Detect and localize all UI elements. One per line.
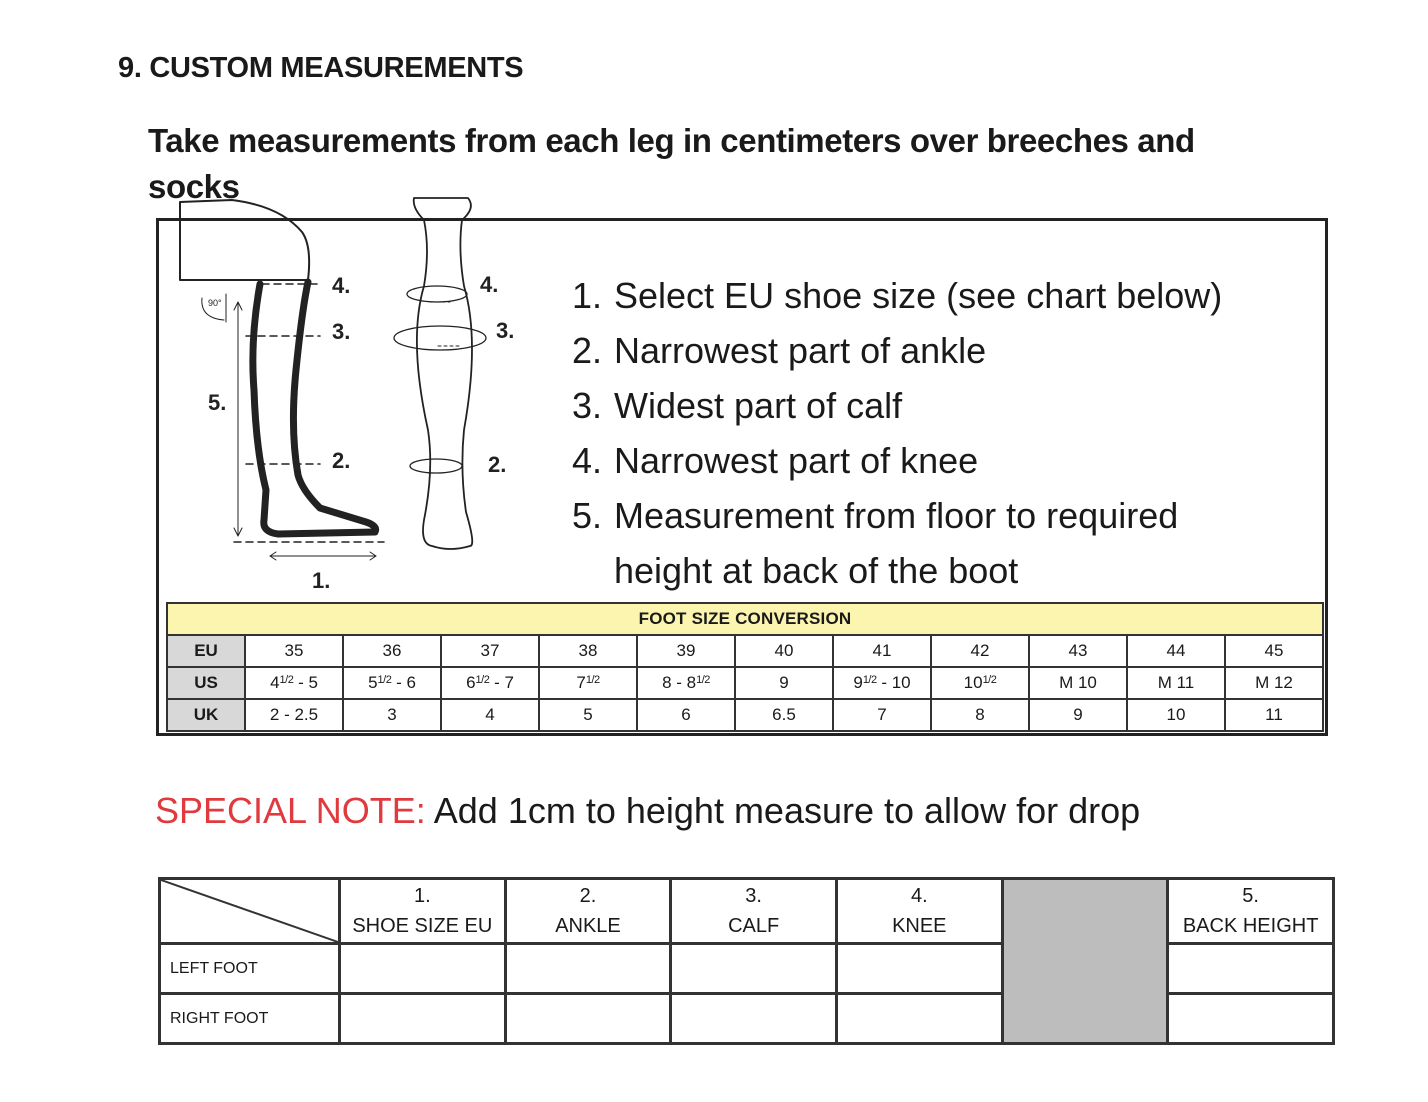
instruction-text: Narrowest part of ankle bbox=[614, 330, 987, 371]
measurement-input-cell[interactable] bbox=[836, 944, 1002, 994]
conversion-row-us bbox=[167, 667, 1323, 699]
conversion-cell: 37 bbox=[441, 635, 539, 667]
leg-measurement-diagram bbox=[170, 190, 550, 600]
measurement-input-cell[interactable] bbox=[505, 944, 671, 994]
column-name: ANKLE bbox=[555, 915, 621, 937]
conversion-cell bbox=[539, 667, 637, 699]
size-fraction: 1/2 bbox=[377, 674, 392, 686]
size-range: - 10 bbox=[876, 673, 911, 692]
side-label-1: 1. bbox=[312, 568, 331, 593]
conversion-row-uk bbox=[167, 699, 1323, 731]
instruction-text-continued: height at back of the boot bbox=[614, 550, 1019, 591]
size-whole: 10 bbox=[963, 673, 983, 692]
conversion-cell: 45 bbox=[1225, 635, 1323, 667]
instruction-item bbox=[572, 268, 1312, 323]
size-whole: M 10 bbox=[1059, 673, 1097, 692]
conversion-cell bbox=[1029, 667, 1127, 699]
conversion-cell: 40 bbox=[735, 635, 833, 667]
side-label-2: 2. bbox=[332, 448, 351, 473]
conversion-cell: 7 bbox=[833, 699, 931, 731]
conversion-row-label: US bbox=[167, 667, 245, 699]
conversion-cell: 35 bbox=[245, 635, 343, 667]
front-label-3: 3. bbox=[496, 318, 515, 343]
conversion-cell bbox=[441, 667, 539, 699]
side-label-5: 5. bbox=[208, 390, 227, 415]
foot-size-conversion-table bbox=[166, 602, 1324, 732]
column-header bbox=[340, 879, 506, 944]
conversion-cell: 43 bbox=[1029, 635, 1127, 667]
conversion-cell: 38 bbox=[539, 635, 637, 667]
column-name: KNEE bbox=[892, 915, 947, 937]
conversion-row-eu bbox=[167, 635, 1323, 667]
size-fraction: 1/2 bbox=[982, 674, 997, 686]
instruction-text: Widest part of calf bbox=[614, 385, 903, 426]
measurement-input-cell[interactable] bbox=[671, 994, 837, 1044]
instruction-item bbox=[572, 433, 1312, 488]
conversion-cell: 36 bbox=[343, 635, 441, 667]
column-header bbox=[836, 879, 1002, 944]
conversion-cell bbox=[343, 667, 441, 699]
measurement-input-cell[interactable] bbox=[1168, 944, 1334, 994]
conversion-cell: 3 bbox=[343, 699, 441, 731]
conversion-cell: 6.5 bbox=[735, 699, 833, 731]
conversion-cell: 42 bbox=[931, 635, 1029, 667]
row-label: LEFT FOOT bbox=[160, 944, 340, 994]
conversion-cell: 41 bbox=[833, 635, 931, 667]
instruction-number: 1. bbox=[572, 275, 603, 316]
conversion-cell: 8 bbox=[931, 699, 1029, 731]
column-header bbox=[1168, 879, 1334, 944]
conversion-cell: 10 bbox=[1127, 699, 1225, 731]
size-whole: 7 bbox=[576, 673, 586, 692]
conversion-cell bbox=[1225, 667, 1323, 699]
size-fraction: 1/2 bbox=[475, 674, 490, 686]
measurement-input-cell[interactable] bbox=[505, 994, 671, 1044]
special-note-text: Add 1cm to height measure to allow for drop bbox=[425, 790, 1141, 831]
size-whole: 4 bbox=[270, 673, 280, 692]
instruction-number: 4. bbox=[572, 440, 603, 481]
measurement-form-table bbox=[158, 877, 1335, 1045]
size-fraction: 1/2 bbox=[585, 674, 600, 686]
instruction-number: 2. bbox=[572, 330, 603, 371]
conversion-cell bbox=[931, 667, 1029, 699]
size-whole: 8 - 8 bbox=[662, 673, 697, 692]
size-whole: 5 bbox=[368, 673, 378, 692]
conversion-title: FOOT SIZE CONVERSION bbox=[167, 603, 1323, 635]
conversion-cell: 44 bbox=[1127, 635, 1225, 667]
special-note bbox=[155, 790, 1140, 832]
conversion-cell: 9 bbox=[1029, 699, 1127, 731]
instruction-text: Narrowest part of knee bbox=[614, 440, 979, 481]
size-fraction: 1/2 bbox=[279, 674, 294, 686]
measurement-header-row bbox=[160, 879, 1334, 944]
front-label-4: 4. bbox=[480, 272, 499, 297]
measurement-input-cell[interactable] bbox=[1168, 994, 1334, 1044]
column-number: 4. bbox=[910, 885, 928, 907]
conversion-cell: 4 bbox=[441, 699, 539, 731]
measurement-input-cell[interactable] bbox=[340, 944, 506, 994]
size-range: - 7 bbox=[489, 673, 514, 692]
front-label-2: 2. bbox=[488, 452, 507, 477]
size-range: - 5 bbox=[293, 673, 318, 692]
conversion-cell: 11 bbox=[1225, 699, 1323, 731]
side-label-4: 4. bbox=[332, 273, 351, 298]
column-name: CALF bbox=[728, 915, 780, 937]
size-whole: 9 bbox=[853, 673, 863, 692]
instruction-text: Measurement from floor to required bbox=[614, 495, 1179, 536]
instruction-item bbox=[572, 378, 1312, 433]
conversion-cell bbox=[833, 667, 931, 699]
size-whole: 9 bbox=[779, 673, 789, 692]
angle-label: 90° bbox=[208, 298, 222, 308]
column-number: 2. bbox=[579, 885, 597, 907]
conversion-cell: 2 - 2.5 bbox=[245, 699, 343, 731]
conversion-row-label: EU bbox=[167, 635, 245, 667]
conversion-cell bbox=[245, 667, 343, 699]
side-label-3: 3. bbox=[332, 319, 351, 344]
measurement-input-cell[interactable] bbox=[340, 994, 506, 1044]
column-name: SHOE SIZE EU bbox=[352, 915, 493, 937]
conversion-cell: 39 bbox=[637, 635, 735, 667]
instruction-text: Select EU shoe size (see chart below) bbox=[614, 275, 1223, 316]
measurement-input-cell[interactable] bbox=[671, 944, 837, 994]
section-title: 9. CUSTOM MEASUREMENTS bbox=[118, 52, 524, 84]
instruction-number: 5. bbox=[572, 495, 603, 536]
shaded-column-header bbox=[1002, 879, 1168, 1044]
conversion-cell bbox=[637, 667, 735, 699]
conversion-cell bbox=[735, 667, 833, 699]
column-header bbox=[505, 879, 671, 944]
column-number: 3. bbox=[745, 885, 762, 907]
size-whole: M 12 bbox=[1255, 673, 1293, 692]
instruction-list bbox=[572, 268, 1312, 598]
conversion-cell: 5 bbox=[539, 699, 637, 731]
column-number: 1. bbox=[413, 885, 431, 907]
size-fraction: 1/2 bbox=[862, 674, 877, 686]
size-whole: M 11 bbox=[1157, 673, 1195, 692]
size-whole: 6 bbox=[466, 673, 476, 692]
column-name: BACK HEIGHT bbox=[1182, 915, 1319, 937]
section-subtitle: Take measurements from each leg in centimeters over breeches and socks bbox=[148, 122, 1195, 205]
instruction-number: 3. bbox=[572, 385, 603, 426]
size-fraction: 1/2 bbox=[696, 674, 710, 686]
corner-cell bbox=[160, 879, 340, 944]
conversion-cell bbox=[1127, 667, 1225, 699]
column-header bbox=[671, 879, 837, 944]
conversion-cell: 6 bbox=[637, 699, 735, 731]
measurement-input-cell[interactable] bbox=[836, 994, 1002, 1044]
size-range: - 6 bbox=[391, 673, 416, 692]
instruction-item bbox=[572, 323, 1312, 378]
special-note-label: SPECIAL NOTE: bbox=[155, 790, 426, 831]
column-number: 5. bbox=[1242, 885, 1259, 907]
row-label: RIGHT FOOT bbox=[160, 994, 340, 1044]
conversion-row-label: UK bbox=[167, 699, 245, 731]
instruction-item bbox=[572, 488, 1312, 543]
